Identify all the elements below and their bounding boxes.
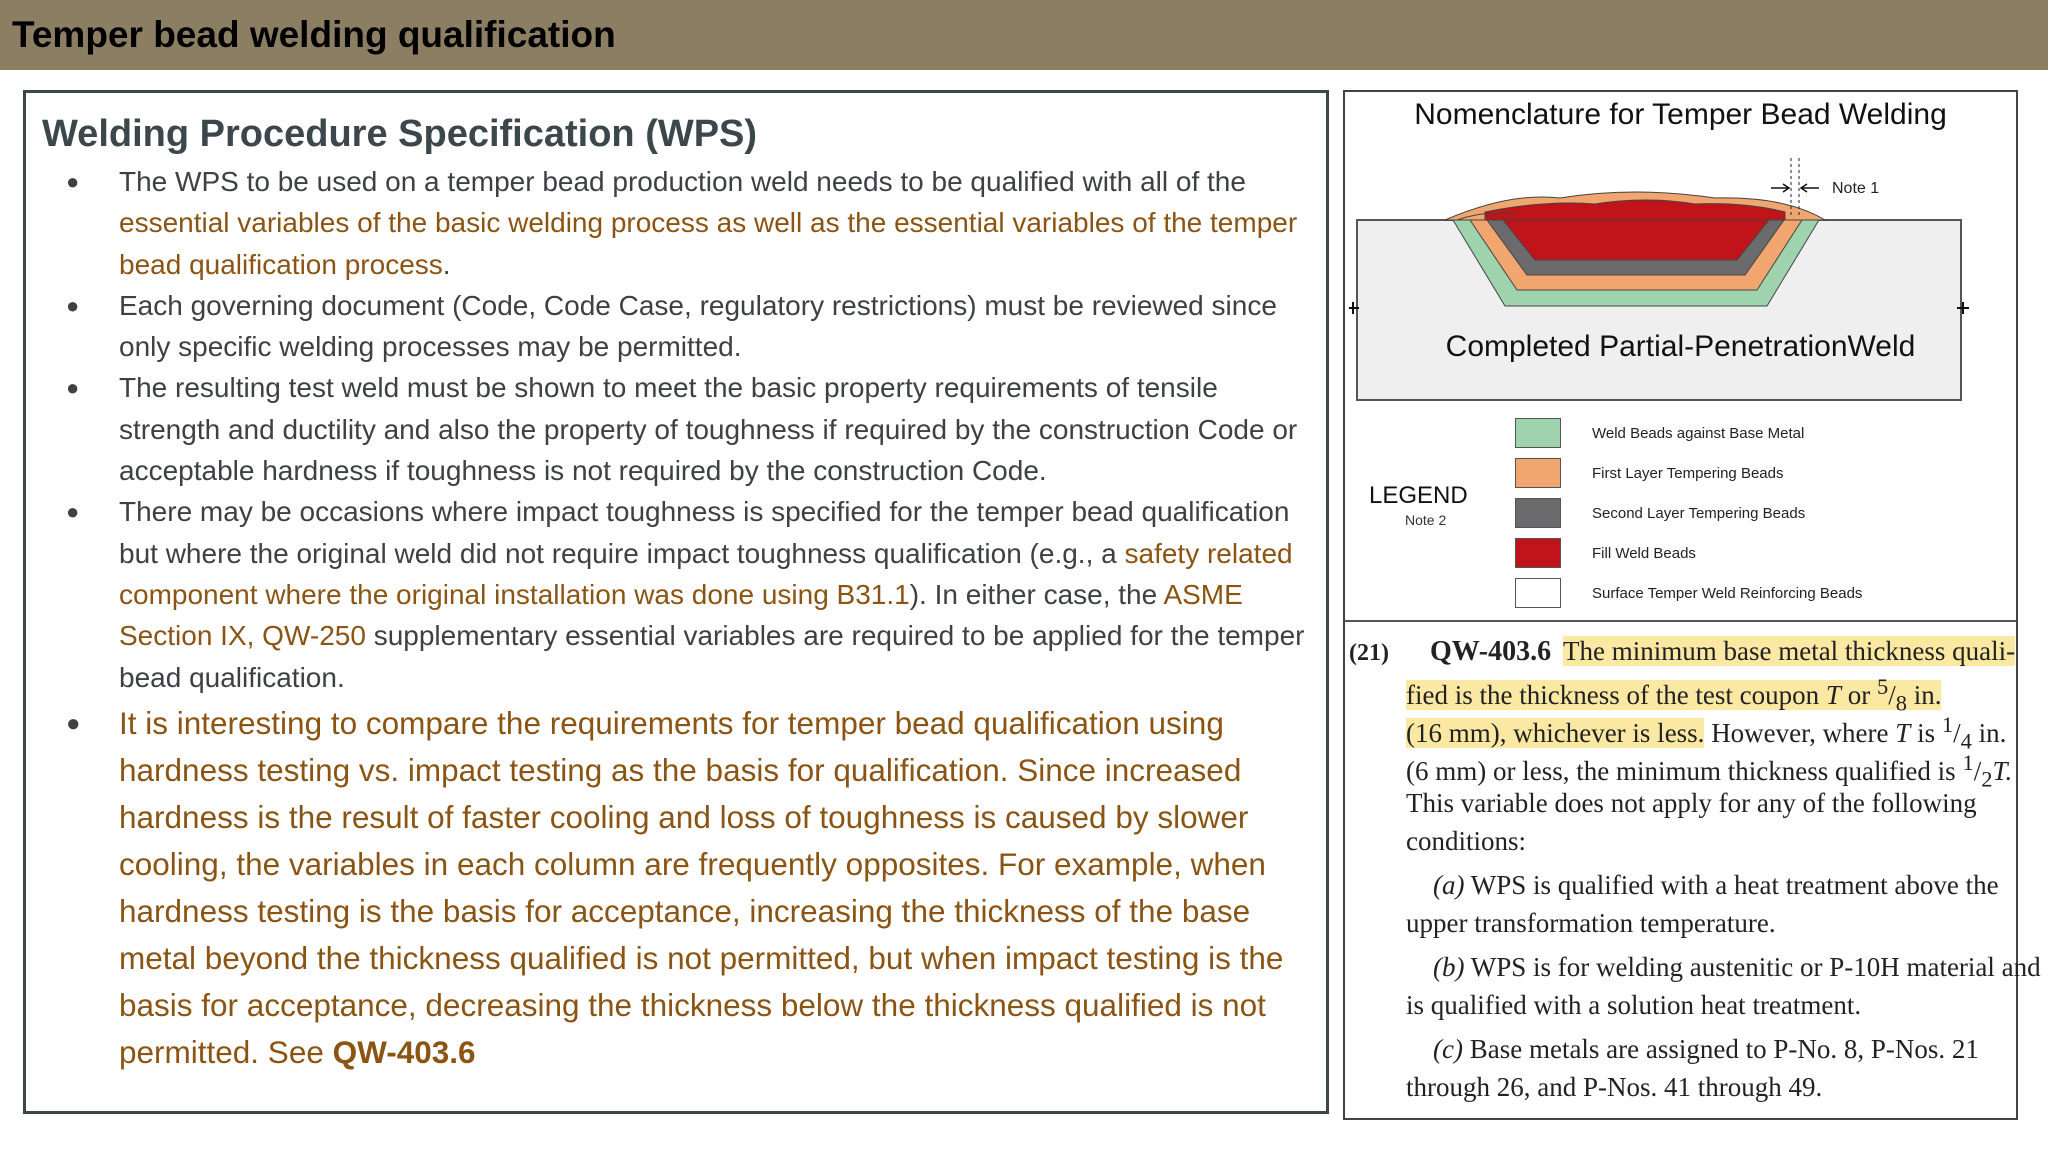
code-text: Base metals are assigned to P-No. 8, P-Nos. 21 <box>1469 1034 1979 1064</box>
code-text: (a) <box>1433 870 1465 900</box>
highlighted-code-text: (16 mm), whichever is less. <box>1406 718 1705 748</box>
code-text: 1 <box>1962 750 1974 775</box>
code-text: However, where <box>1711 718 1889 748</box>
code-line <box>1433 1034 1979 1065</box>
bullet-dot: ● <box>66 375 80 401</box>
legend-label: Weld Beads against Base Metal <box>1592 425 1805 442</box>
legend-label: Surface Temper Weld Reinforcing Beads <box>1592 585 1863 602</box>
highlighted-text: essential variables of the basic welding process as well as the essential variables of the temper bead qualification process <box>119 207 1298 280</box>
highlighted-text: ASME Section IX, QW-250 <box>119 578 1243 652</box>
code-text: (6 mm) or less, the minimum thickness qualified is <box>1406 756 1956 786</box>
code-line: is qualified with a solution heat treatment. <box>1406 990 1862 1020</box>
code-line: through 26, and P-Nos. 41 through 49. <box>1406 1072 1823 1102</box>
bullet-text: There may be occasions where impact toughness is specified for the temper bead qualification but where the original weld did not require impact toughness qualification (e.g., a <box>119 496 1290 569</box>
code-paragraph-number: (21) <box>1349 640 1389 666</box>
bullet-dot: ● <box>66 499 80 525</box>
bullet-dot: ● <box>66 292 80 318</box>
legend-swatch <box>1515 578 1561 608</box>
code-text: (b) <box>1433 952 1465 982</box>
bullet-item <box>66 367 1326 491</box>
figure-title: Nomenclature for Temper Bead Welding <box>1414 98 1947 131</box>
code-id: QW-403.6 <box>1430 636 1552 667</box>
section-title: Welding Procedure Specification (WPS) <box>42 113 758 155</box>
bullet-dot: ● <box>66 169 80 194</box>
legend-swatch <box>1515 458 1561 488</box>
code-line <box>1433 952 2041 983</box>
bullet-item <box>66 700 1326 1076</box>
slide-title: Temper bead welding qualification <box>12 14 616 55</box>
code-line <box>1433 870 1999 901</box>
code-line: conditions: <box>1406 826 1526 856</box>
code-text: fied is the thickness of the test coupon <box>1406 680 1820 710</box>
highlighted-code-text: fied is the thickness of the test coupon T or $^5/_8$ in. <box>1406 674 1942 716</box>
wps-text-panel <box>23 90 1329 1114</box>
bullet-text: It is interesting to compare the requirements for temper bead qualification using hardness testing vs. impact testing as the basis for qualification. Since increased hardness is the result of faster cooling and loss of toughness is caused by slower cooling, the variables in each column are frequently opposites. For example, when hardness testing is the basis for acceptance, increasing the thickness of the base metal beyond the thickness qualified is not permitted, but when impact testing is the basis for acceptance, decreasing the thickness below the thickness qualified is not permitted. See <box>119 704 1284 1070</box>
code-text: 4 <box>1960 728 1972 754</box>
code-text: 1 <box>1941 712 1954 737</box>
code-line: This variable does not apply for any of the following <box>1406 788 1977 818</box>
weld-figure <box>1345 92 2016 620</box>
legend-swatch <box>1515 538 1561 568</box>
bullet-text: The WPS to be used on a temper bead production weld needs to be qualified with all of the <box>119 166 1246 197</box>
bullet-item <box>66 161 1326 285</box>
code-text: 2 <box>1981 766 1993 792</box>
bullet-text: . <box>442 248 451 280</box>
header-bar <box>0 0 2048 70</box>
highlighted-code-text: The minimum base metal thickness quali- <box>1563 636 2016 666</box>
bullet-text: supplementary essential variables are required to be applied for the temper bead qualification. <box>119 620 1305 693</box>
code-line: upper transformation temperature. <box>1406 908 1776 938</box>
code-text: (c) <box>1433 1034 1463 1064</box>
bullet-text: Each governing document (Code, Code Case, regulatory restrictions) must be reviewed since only specific welding processes may be permitted. <box>119 289 1277 363</box>
bullet-text: The resulting test weld must be shown to meet the basic property requirements of tensile strength and ductility and also the property of toughness if required by the construction Code or acceptable hardness if toughness is not required by the construction Code. <box>119 372 1298 487</box>
reference-panel <box>1343 90 2041 1120</box>
code-text: 5 <box>1876 674 1889 699</box>
code-text: WPS is for welding austenitic or P-10H material and <box>1470 952 2041 982</box>
code-line <box>1406 674 1941 716</box>
code-line <box>1563 636 2015 667</box>
legend-note: Note 2 <box>1405 512 1447 528</box>
bullet-dot: ● <box>66 709 81 737</box>
bullet-item <box>66 285 1326 368</box>
code-text: or <box>1847 680 1871 710</box>
code-text: in. <box>1978 718 2007 748</box>
code-text: T. <box>1992 756 2013 786</box>
legend-label: Second Layer Tempering Beads <box>1592 505 1806 522</box>
code-text: in. <box>1913 680 1942 710</box>
bullet-list <box>66 161 1326 1076</box>
bullet-item <box>66 491 1326 697</box>
code-line: (6 mm) or less, the minimum thickness qualified is $^1/_2T$. <box>1406 750 2013 792</box>
note-1-label: Note 1 <box>1832 180 1880 197</box>
code-line: (16 mm), whichever is less. However, where T is $^1/_4$ in. <box>1406 712 2007 754</box>
bullet-text: ). In either case, the <box>909 578 1158 610</box>
legend-label: Fill Weld Beads <box>1592 545 1696 562</box>
code-excerpt <box>1345 622 2041 1118</box>
legend-swatch <box>1515 498 1561 528</box>
code-text: T <box>1895 718 1911 748</box>
legend-label: First Layer Tempering Beads <box>1592 465 1784 482</box>
code-text: 8 <box>1895 690 1907 716</box>
code-reference: QW-403.6 <box>332 1033 476 1070</box>
code-text: is <box>1917 718 1936 748</box>
legend-swatch <box>1515 418 1561 448</box>
code-text: T <box>1825 680 1841 710</box>
weld-caption: Completed Partial-PenetrationWeld <box>1445 330 1916 363</box>
code-text: WPS is qualified with a heat treatment above the <box>1470 870 1999 900</box>
highlighted-text: safety related component where the original installation was done using B31.1 <box>119 537 1293 610</box>
legend-title: LEGEND <box>1369 482 1468 509</box>
